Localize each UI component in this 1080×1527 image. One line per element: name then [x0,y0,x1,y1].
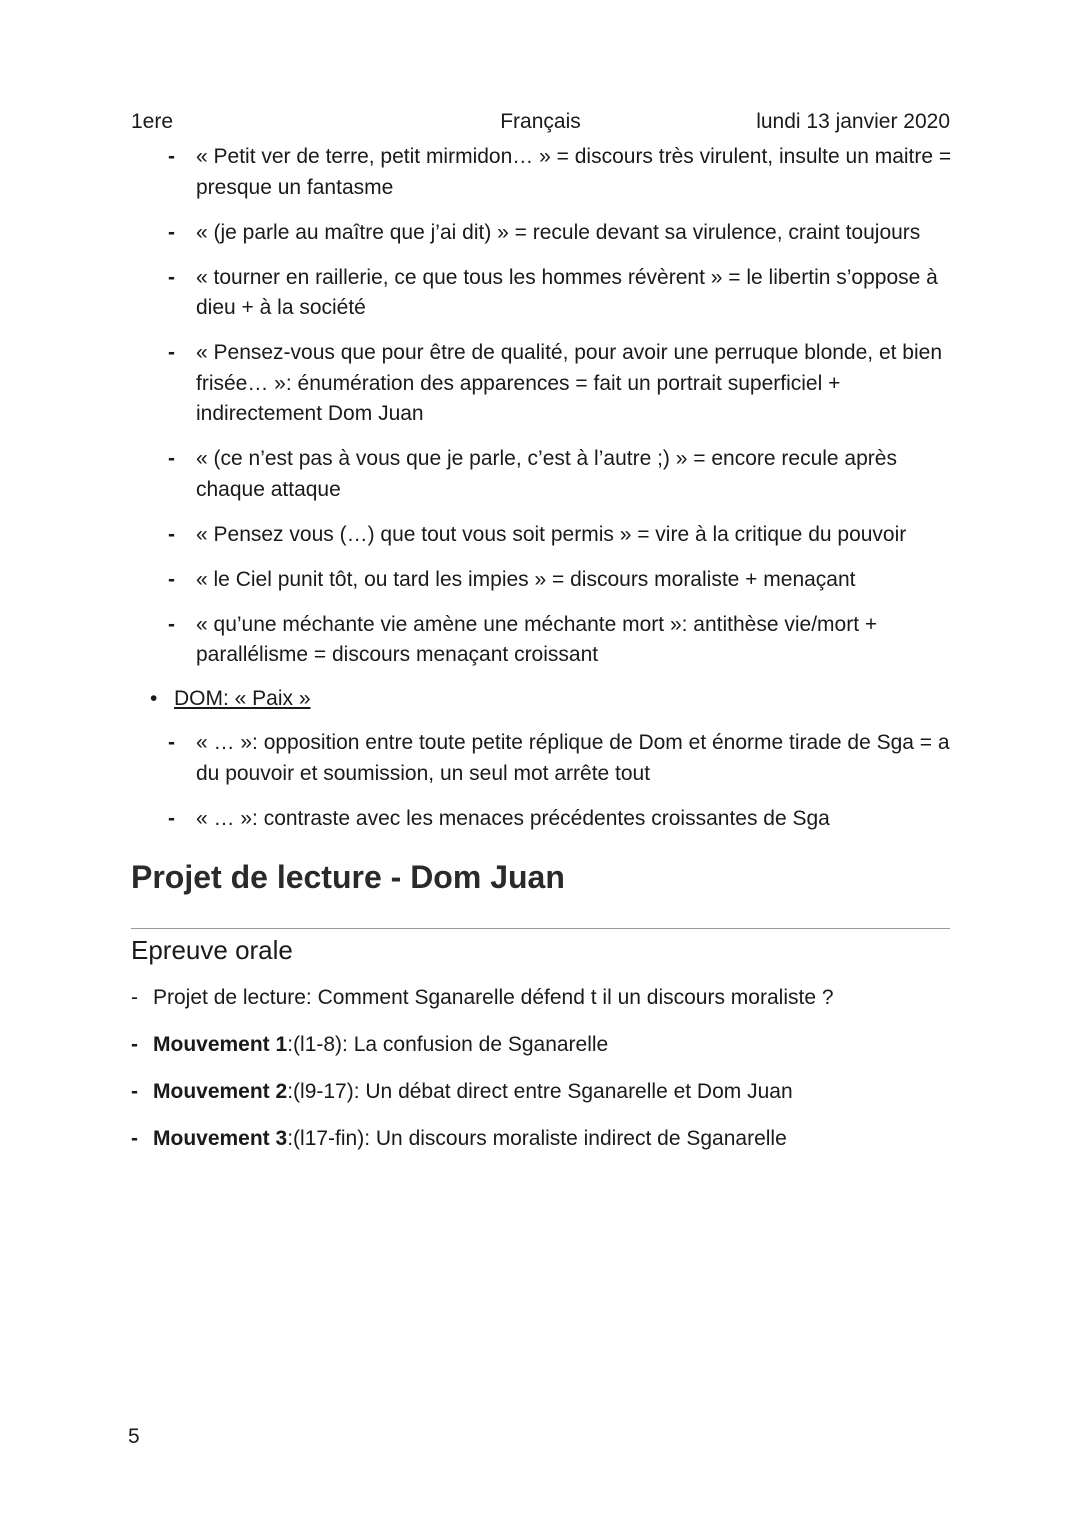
dash-marker: - [168,341,175,364]
list-item [131,1029,951,1060]
list-item [168,728,958,789]
dash-marker: - [168,567,175,591]
dash-marker: - [168,447,175,470]
list-item [168,263,958,324]
dash-marker: - [168,731,175,754]
section-subtitle: Epreuve orale [131,935,293,965]
list-item [168,804,958,835]
list-item-text: « … »: contraste avec les menaces précédentes croissantes de Sga [196,806,830,830]
list-item [131,1076,951,1107]
dash-marker: - [168,145,175,168]
list-item [168,142,958,203]
list-item-text: Projet de lecture: Comment Sganarelle défend t il un discours moraliste ? [153,986,834,1009]
dom-heading [150,684,311,714]
list-item-text: « (ce n’est pas à vous que je parle, c’est à l’autre ;) » = encore recule après chaque attaque [196,447,897,501]
list-item-text: « (je parle au maître que j’ai dit) » = recule devant sa virulence, craint toujours [196,220,921,244]
dom-heading-text: DOM: « Paix » [174,687,311,710]
dash-marker: - [131,1033,138,1056]
list-item [168,520,958,551]
sganarelle-quote-list [168,142,958,685]
dash-marker: - [168,612,175,636]
list-item-text: :(l17-fin): Un discours moraliste indirect de Sganarelle [287,1127,787,1150]
list-item-text: « Pensez vous (…) que tout vous soit permis » = vire à la critique du pouvoir [196,522,907,546]
list-item [131,982,951,1013]
section-title: Projet de lecture - Dom Juan [131,859,565,895]
list-item-text: « qu’une méchante vie amène une méchante mort »: antithèse vie/mort + parallélisme = discours menaçant croissant [196,612,878,666]
list-item [168,338,958,430]
list-item-text: « le Ciel punit tôt, ou tard les impies » = discours moraliste + menaçant [196,567,856,591]
list-item-bold: Mouvement 3 [153,1127,288,1150]
list-item [168,565,958,596]
dash-marker: - [168,220,175,244]
list-item-text: « Petit ver de terre, petit mirmidon… » = discours très virulent, insulte un maitre = presque un fantasme [196,145,952,199]
dom-quote-list [168,728,958,849]
bullet-marker: • [150,687,158,710]
list-item-bold: Mouvement 1 [153,1033,288,1056]
list-item [168,218,958,249]
dash-marker: - [131,986,138,1009]
list-item-bold: Mouvement 2 [153,1080,288,1103]
list-item [168,444,958,505]
reading-project-list [131,982,951,1170]
dash-marker: - [168,522,175,546]
page-header [131,108,950,136]
page-number: 5 [128,1425,140,1448]
list-item [131,1123,951,1154]
list-item-text: :(l1-8): La confusion de Sganarelle [287,1033,609,1056]
header-class: 1ere [131,110,174,133]
header-date: lundi 13 janvier 2020 [756,110,950,133]
dash-marker: - [168,806,175,830]
dash-marker: - [168,265,175,289]
dash-marker: - [131,1127,138,1150]
list-item-text: « … »: opposition entre toute petite réplique de Dom et énorme tirade de Sga = a du pouvoir et soumission, un seul mot arrête tout [196,731,950,785]
list-item [168,610,958,671]
list-item-text: « tourner en raillerie, ce que tous les hommes révèrent » = le libertin s’oppose à dieu + à la société [196,265,938,319]
list-item-text: « Pensez-vous que pour être de qualité, pour avoir une perruque blonde, et bien frisée… »: énumération des apparences = fait un portrait superficiel + indirectement Dom Juan [196,341,943,425]
section-divider [131,928,950,929]
dash-marker: - [131,1080,138,1103]
list-item-text: :(l9-17): Un débat direct entre Sganarelle et Dom Juan [287,1080,793,1103]
header-subject: Français [500,110,581,133]
